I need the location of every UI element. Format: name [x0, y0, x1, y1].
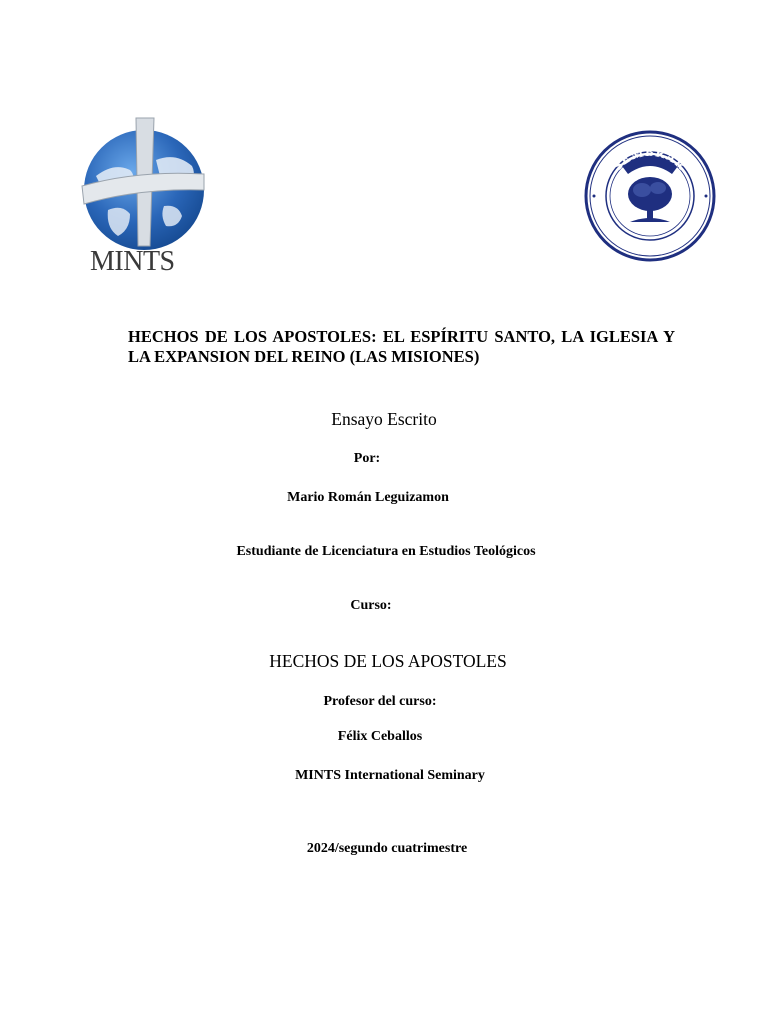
professor-label: Profesor del curso:	[323, 694, 437, 709]
institution-name: MINTS International Seminary	[295, 768, 485, 783]
seal-top-text: SEMBRAR	[609, 143, 690, 174]
sembrar-seal	[580, 130, 720, 262]
sembrar-seal-icon	[580, 130, 720, 262]
document-date: 2024/segundo cuatrimestre	[306, 841, 468, 856]
by-label: Por:	[353, 451, 381, 466]
document-title: HECHOS DE LOS APOSTOLES: EL ESPÍRITU SANTO, LA IGLESIA Y LA EXPANSION DEL REINO (LAS MISIONES)	[128, 327, 675, 366]
author-name: Mario Román Leguizamon	[287, 490, 449, 505]
mints-globe-cross-icon	[78, 114, 210, 276]
author-role: Estudiante de Licenciatura en Estudios Teológicos	[236, 544, 536, 559]
course-name: HECHOS DE LOS APOSTOLES	[269, 651, 507, 671]
professor-name: Félix Ceballos	[337, 729, 423, 744]
course-label: Curso:	[350, 598, 392, 613]
document-type: Ensayo Escrito	[331, 409, 437, 429]
mints-wordmark: MINTS	[90, 246, 175, 276]
mints-logo	[78, 114, 210, 276]
